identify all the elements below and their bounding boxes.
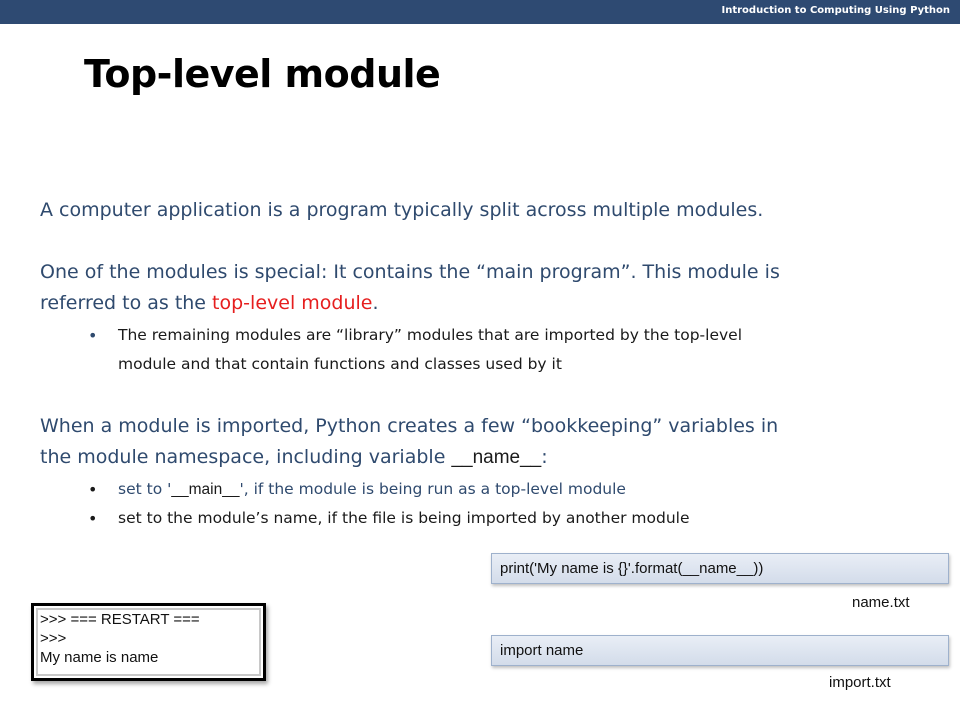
bullet-dot: • <box>88 509 98 528</box>
line2-prefix: referred to as the <box>40 292 213 314</box>
name-file-caption: name.txt <box>852 594 910 611</box>
top-level-module-highlight: top-level module <box>212 292 373 314</box>
import-file-caption: import.txt <box>829 674 891 691</box>
line2-suffix: . <box>372 292 379 314</box>
shell-line-output: My name is name <box>40 649 159 666</box>
bullet-dot: • <box>88 326 98 345</box>
line2-prefix: the module namespace, including variable <box>40 446 452 468</box>
line2-suffix: : <box>541 446 548 468</box>
paragraph-main-program-line1: One of the modules is special: It contains the “main program”. This module is <box>40 261 780 283</box>
paragraph-bookkeeping-line2 <box>40 442 920 473</box>
paragraph-main-program <box>40 257 920 319</box>
name-file-code <box>491 553 949 584</box>
bullet-main-prefix: set to ' <box>118 480 172 498</box>
bullet-module-name-text: set to the module’s name, if the file is being imported by another module <box>118 509 690 527</box>
bullet-library-line1: The remaining modules are “library” modules that are imported by the top-level <box>118 326 743 344</box>
bullet-module-name <box>88 504 918 533</box>
python-shell-output <box>31 603 266 681</box>
import-file-code <box>491 635 949 666</box>
bullet-main-suffix: ', if the module is being run as a top-level module <box>239 480 626 498</box>
paragraph-bookkeeping <box>40 411 920 473</box>
import-file-code-text: import name <box>500 642 584 659</box>
shell-line-restart: >>> === RESTART === <box>40 611 200 628</box>
paragraph-applications-text: A computer application is a program typically split across multiple modules. <box>40 199 764 221</box>
paragraph-applications <box>40 195 920 226</box>
bullet-main <box>88 475 918 504</box>
shell-line-prompt: >>> <box>40 630 67 647</box>
main-value: __main__ <box>171 481 240 498</box>
paragraph-bookkeeping-line1: When a module is imported, Python creates a few “bookkeeping” variables in <box>40 415 779 437</box>
bullet-dot: • <box>88 480 98 499</box>
name-variable: __name__ <box>451 447 542 468</box>
bullet-library-modules <box>88 321 918 379</box>
bullet-library-line2: module and that contain functions and classes used by it <box>118 355 562 373</box>
paragraph-main-program-line2 <box>40 288 920 319</box>
slide-title: Top-level module <box>84 52 441 96</box>
header-bar <box>0 0 960 24</box>
name-file-code-text: print('My name is {}'.format(__name__)) <box>500 560 764 577</box>
course-title: Introduction to Computing Using Python <box>721 5 950 16</box>
